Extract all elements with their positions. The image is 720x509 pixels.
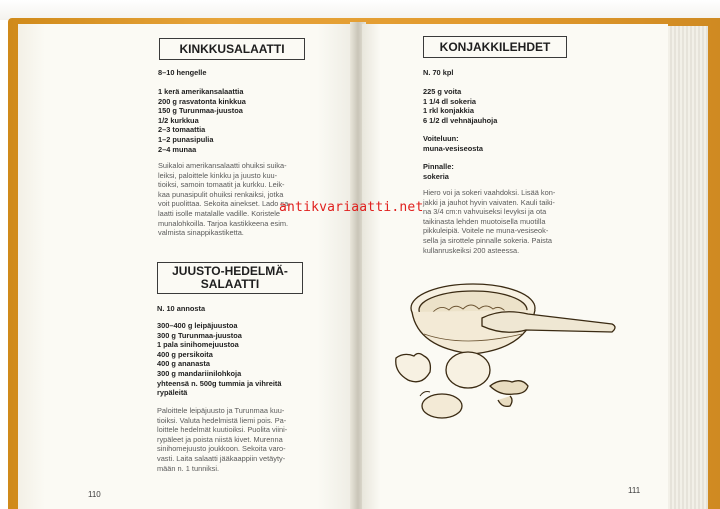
- sprinkle-label: Pinnalle:: [423, 162, 454, 171]
- watermark: antikvariaatti.net: [279, 200, 424, 215]
- right-page: [362, 24, 668, 509]
- method-text-2: Paloittele leipäjuusto ja Turunmaa kuu- tioiksi. Valuta hedelmistä liemi pois. Pa- loittele hedelmät kuutioiksi. Puolita viini- rypäleet ja poista niistä kivet. Murenna sinihomejuusto joukkoon. Sekoita varo- vasti. Laita salaatti jääkaappiin vetäyty- mään n. 1 tunniksi.: [157, 406, 288, 473]
- servings-2: N. 10 annosta: [157, 304, 206, 313]
- title-line-2: SALAATTI: [200, 277, 260, 291]
- method-text-3: Hiero voi ja sokeri vaahdoksi. Lisää kon- jakki ja jauhot hyvin vaivaten. Kauli taiki- na 3/4 cm:n vahvuiseksi levyksi ja ota taikinasta lehden muotoisella muotilla pikkuleipiä. Voitele ne muna-vesiseok- sella ja sirottele pinnalle sokeria. Paista kullanruskeiksi 200 asteessa.: [423, 188, 556, 255]
- recipe-title-kinkkusalaatti: KINKKUSALAATTI: [159, 38, 305, 60]
- ingredients-list-3: 225 g voita 1 1/4 dl sokeria 1 rkl konjakkia 6 1/2 dl vehnäjauhoja: [423, 87, 498, 125]
- ingredients-list: 1 kerä amerikansalaattia 200 g rasvatonta kinkkua 150 g Turunmaa-juustoa 1/2 kurkkua 2–3 tomaattia 1–2 punasipulia 2–4 munaa: [158, 87, 246, 154]
- bowl-illustration: [378, 270, 622, 430]
- method-text: Suikaloi amerikansalaatti ohuiksi suika- leiksi, paloittele kinkku ja juusto kuu- tioiksi, samoin tomaatit ja kurkku. Leik- kaa punasipulit ohuiksi renkaiksi, jotka voit puolittaa. Sekoita ainekset. Lado sa- laatti isolle matalalle vadille. Koristele munalohkoilla. Tarjoa kastikkeena esim. valmista sinappikastiketta.: [158, 161, 291, 238]
- brush-value: muna-vesiseosta: [423, 144, 483, 153]
- recipe-title-juusto-hedelmasalaatti: [157, 262, 303, 294]
- page-number-right: 111: [628, 486, 641, 495]
- servings: 8–10 hengelle: [158, 68, 207, 77]
- sprinkle-value: sokeria: [423, 172, 449, 181]
- title-line-1: JUUSTO-HEDELMÄ-: [172, 264, 288, 278]
- brush-label: Voiteluun:: [423, 134, 459, 143]
- page-edges: [668, 26, 708, 509]
- background-top: [0, 0, 720, 20]
- yield: N. 70 kpl: [423, 68, 454, 77]
- page-number-left: 110: [88, 490, 101, 499]
- recipe-title-konjakkilehdet: KONJAKKILEHDET: [423, 36, 567, 58]
- ingredients-list-2: 300–400 g leipäjuustoa 300 g Turunmaa-juustoa 1 pala sinihomejuustoa 400 g persikoita 400 g ananasta 300 g mandariinilohkoja yhteensä n. 500g tummia ja vihreitä rypäleitä: [157, 321, 282, 398]
